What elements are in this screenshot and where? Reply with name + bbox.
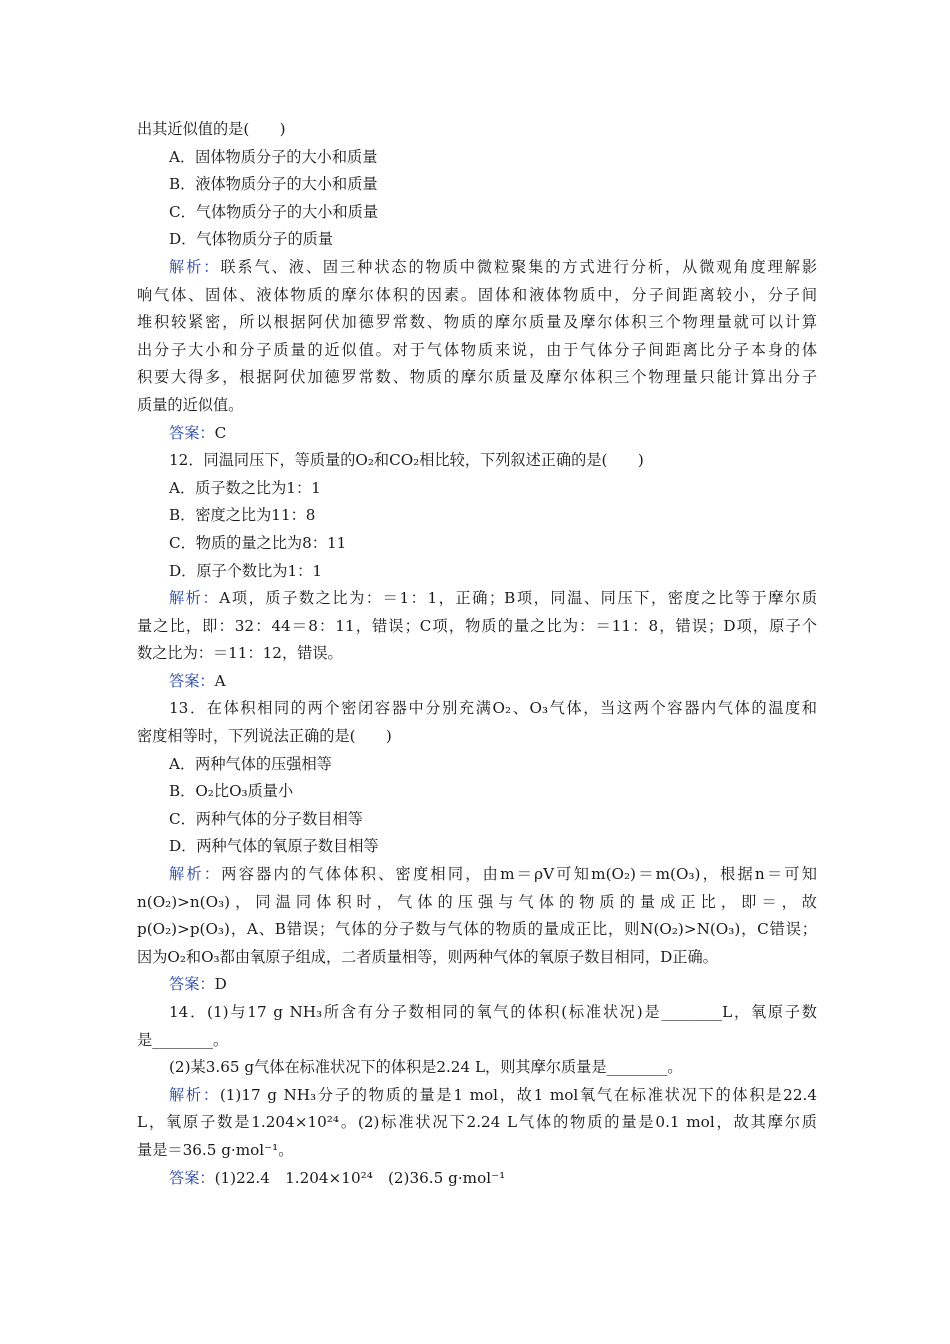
q12-analysis-label: 解析： bbox=[169, 589, 220, 608]
q14-part-2: (2)某3.65 g气体在标准状况下的体积是2.24 L，则其摩尔质量是________。 bbox=[169, 1058, 683, 1077]
q11-answer bbox=[137, 420, 817, 448]
q13-analysis-label: 解析： bbox=[169, 865, 222, 884]
q13-analysis-line: p(O₂)>p(O₃)，A、B错误；气体的分子数与气体的物质的量成正比，则N(O₂)>N(O₃)，C错误； bbox=[137, 920, 817, 939]
q12-option-b: B．密度之比为11：8 bbox=[169, 506, 316, 525]
q13-analysis-line: 因为O₂和O₃都由氧原子组成，二者质量相等，则两种气体的氧原子数目相同，D正确。 bbox=[137, 947, 718, 966]
q12-stem: 12．同温同压下，等质量的O₂和CO₂相比较，下列叙述正确的是( ) bbox=[169, 451, 644, 470]
q13-answer bbox=[137, 971, 817, 999]
q11-analysis-line: 堆积较紧密，所以根据阿伏加德罗常数、物质的摩尔质量及摩尔体积三个物理量就可以计算 bbox=[137, 313, 817, 332]
q11-option-d: D．气体物质分子的质量 bbox=[169, 230, 334, 249]
q11-analysis-label: 解析： bbox=[169, 257, 221, 276]
q14-answer-label: 答案： bbox=[169, 1168, 215, 1187]
q12-answer bbox=[137, 668, 817, 696]
q12-analysis-line: 量之比，即：32：44＝8：11，错误；C项，物质的量之比为：＝11：8，错误；D项，原子个 bbox=[137, 616, 817, 635]
q14-answer bbox=[137, 1165, 817, 1193]
q13-option-a: A．两种气体的压强相等 bbox=[169, 754, 332, 773]
q11-option-a: A．固体物质分子的大小和质量 bbox=[169, 147, 378, 166]
q14-answer-value: (1)22.4 1.204×10²⁴ (2)36.5 g·mol⁻¹ bbox=[214, 1168, 506, 1187]
q12-analysis-line: 解析：A项，质子数之比为：＝1：1，正确；B项，同温、同压下，密度之比等于摩尔质 bbox=[169, 589, 818, 608]
q12-answer-label: 答案： bbox=[169, 671, 215, 690]
q14-analysis-line: 量是＝36.5 g·mol⁻¹。 bbox=[137, 1140, 294, 1159]
q14-analysis-label: 解析： bbox=[169, 1085, 220, 1104]
q13-option-c: C．两种气体的分子数目相等 bbox=[169, 809, 363, 828]
q11-analysis-line: 出分子大小和分子质量的近似值。对于气体物质来说，由于气体分子间距离比分子本身的体 bbox=[137, 340, 817, 359]
q13-option-b: B．O₂比O₃质量小 bbox=[169, 782, 294, 801]
q12-analysis-line: 数之比为：＝11：12，错误。 bbox=[137, 644, 343, 663]
q14-analysis-line: 解析：(1)17 g NH₃分子的物质的量是1 mol，故1 mol氧气在标准状况下的体积是22.4 bbox=[169, 1085, 817, 1104]
q11-answer-value: C bbox=[214, 423, 227, 442]
q12-option-a: A．质子数之比为1：1 bbox=[169, 478, 321, 497]
q14-analysis-line: L，氧原子数是1.204×10²⁴。(2)标准状况下2.24 L气体的物质的量是0.1 mol，故其摩尔质 bbox=[137, 1113, 817, 1132]
q11-analysis-line: 响气体、固体、液体物质的摩尔体积的因素。固体和液体物质中，分子间距离较小，分子间 bbox=[137, 285, 817, 304]
document-page bbox=[137, 116, 817, 1192]
q11-answer-label: 答案： bbox=[169, 423, 215, 442]
q13-stem: 13．在体积相同的两个密闭容器中分别充满O₂、O₃气体，当这两个容器内气体的温度和 bbox=[169, 699, 817, 718]
q11-option-b: B．液体物质分子的大小和质量 bbox=[169, 175, 378, 194]
q13-stem: 密度相等时，下列说法正确的是( ) bbox=[137, 727, 392, 746]
q12-option-d: D．原子个数比为1：1 bbox=[169, 561, 323, 580]
q14-stem: 14．(1)与17 g NH₃所含有分子数相同的氧气的体积(标准状况)是________L，氧原子数 bbox=[169, 1003, 817, 1021]
q11-analysis-line: 积要大得多，根据阿伏加德罗常数、物质的摩尔质量及摩尔体积三个物理量只能计算出分子 bbox=[137, 368, 817, 387]
q12-answer-value: A bbox=[214, 671, 226, 690]
q13-analysis-line: 解析：两容器内的气体体积、密度相同，由m＝ρV可知m(O₂)＝m(O₃)，根据n＝可知 bbox=[169, 865, 817, 884]
q13-option-d: D．两种气体的氧原子数目相等 bbox=[169, 837, 379, 856]
q13-analysis-line: n(O₂)>n(O₃)，同温同体积时，气体的压强与气体的物质的量成正比，即＝，故 bbox=[137, 892, 817, 911]
q11-analysis-line: 解析：联系气、液、固三种状态的物质中微粒聚集的方式进行分析，从微观角度理解影 bbox=[169, 257, 818, 276]
q12-option-c: C．物质的量之比为8：11 bbox=[169, 533, 347, 552]
q14-stem: 是________。 bbox=[137, 1030, 229, 1049]
q11-analysis-line: 质量的近似值。 bbox=[137, 395, 244, 414]
q13-answer-label: 答案： bbox=[169, 975, 215, 994]
q11-stem-end: 出其近似值的是( ) bbox=[137, 120, 286, 138]
q13-answer-value: D bbox=[214, 975, 227, 994]
q11-option-c: C．气体物质分子的大小和质量 bbox=[169, 202, 379, 221]
